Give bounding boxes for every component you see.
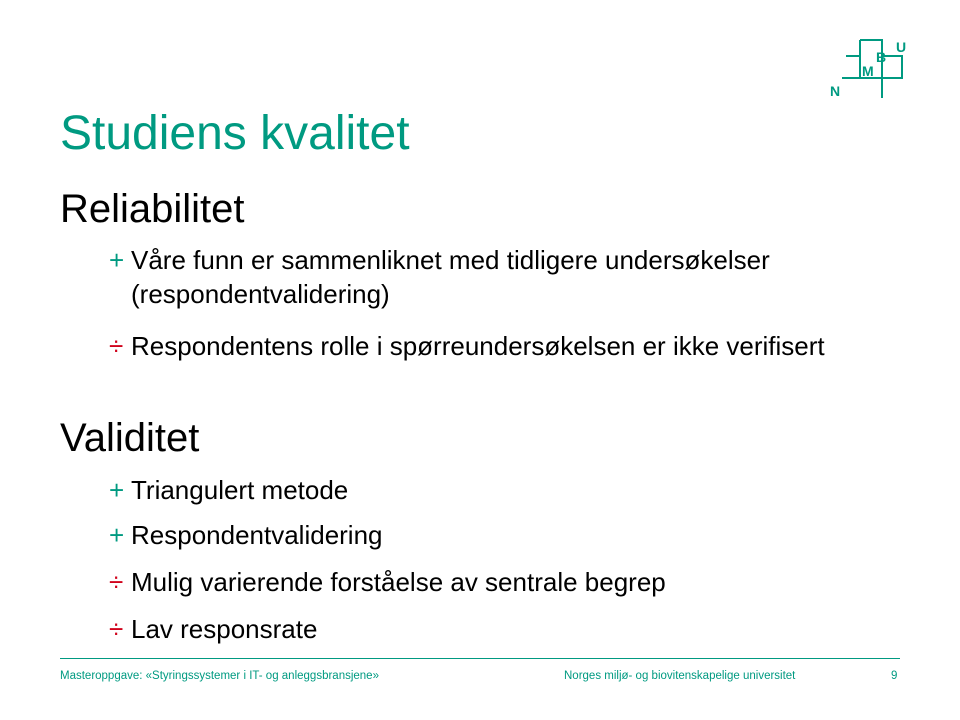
list-item bbox=[109, 565, 879, 599]
footer-thesis-title: Masteroppgave: «Styringssystemer i IT- og anleggsbransjene» bbox=[60, 670, 379, 682]
list-item-text: Mulig varierende forståelse av sentrale begrep bbox=[131, 567, 666, 597]
minus-icon: ÷ bbox=[109, 614, 124, 644]
list-item-text: Våre funn er sammenliknet med tidligere undersøkelser (respondentvalidering) bbox=[131, 245, 770, 309]
list-item-text: Respondentens rolle i spørreundersøkelsen er ikke verifisert bbox=[131, 331, 825, 361]
list-item bbox=[109, 329, 879, 363]
slide-title: Studiens kvalitet bbox=[60, 107, 410, 160]
section-heading-reliability: Reliabilitet bbox=[60, 187, 245, 231]
list-item bbox=[109, 473, 879, 507]
section-heading-validity: Validitet bbox=[60, 416, 200, 460]
footer-divider bbox=[60, 658, 900, 659]
nmbu-logo bbox=[830, 38, 912, 102]
footer-university: Norges miljø- og biovitenskapelige universitet bbox=[564, 670, 796, 682]
list-item bbox=[109, 518, 879, 552]
logo-letter-b: B bbox=[876, 49, 887, 65]
list-item-text: Lav responsrate bbox=[131, 614, 318, 644]
minus-icon: ÷ bbox=[109, 331, 124, 361]
list-item bbox=[109, 243, 879, 311]
logo-letter-m: M bbox=[862, 63, 874, 79]
plus-icon: + bbox=[109, 520, 125, 550]
logo-letter-u: U bbox=[896, 39, 907, 55]
page-number: 9 bbox=[891, 670, 898, 682]
plus-icon: + bbox=[109, 475, 125, 505]
list-item bbox=[109, 612, 879, 646]
minus-icon: ÷ bbox=[109, 567, 124, 597]
plus-icon: + bbox=[109, 245, 125, 275]
list-item-text: Triangulert metode bbox=[131, 475, 349, 505]
list-item-text: Respondentvalidering bbox=[131, 520, 383, 550]
logo-letter-n: N bbox=[830, 83, 841, 99]
nmbu-logo-mark bbox=[830, 38, 912, 102]
